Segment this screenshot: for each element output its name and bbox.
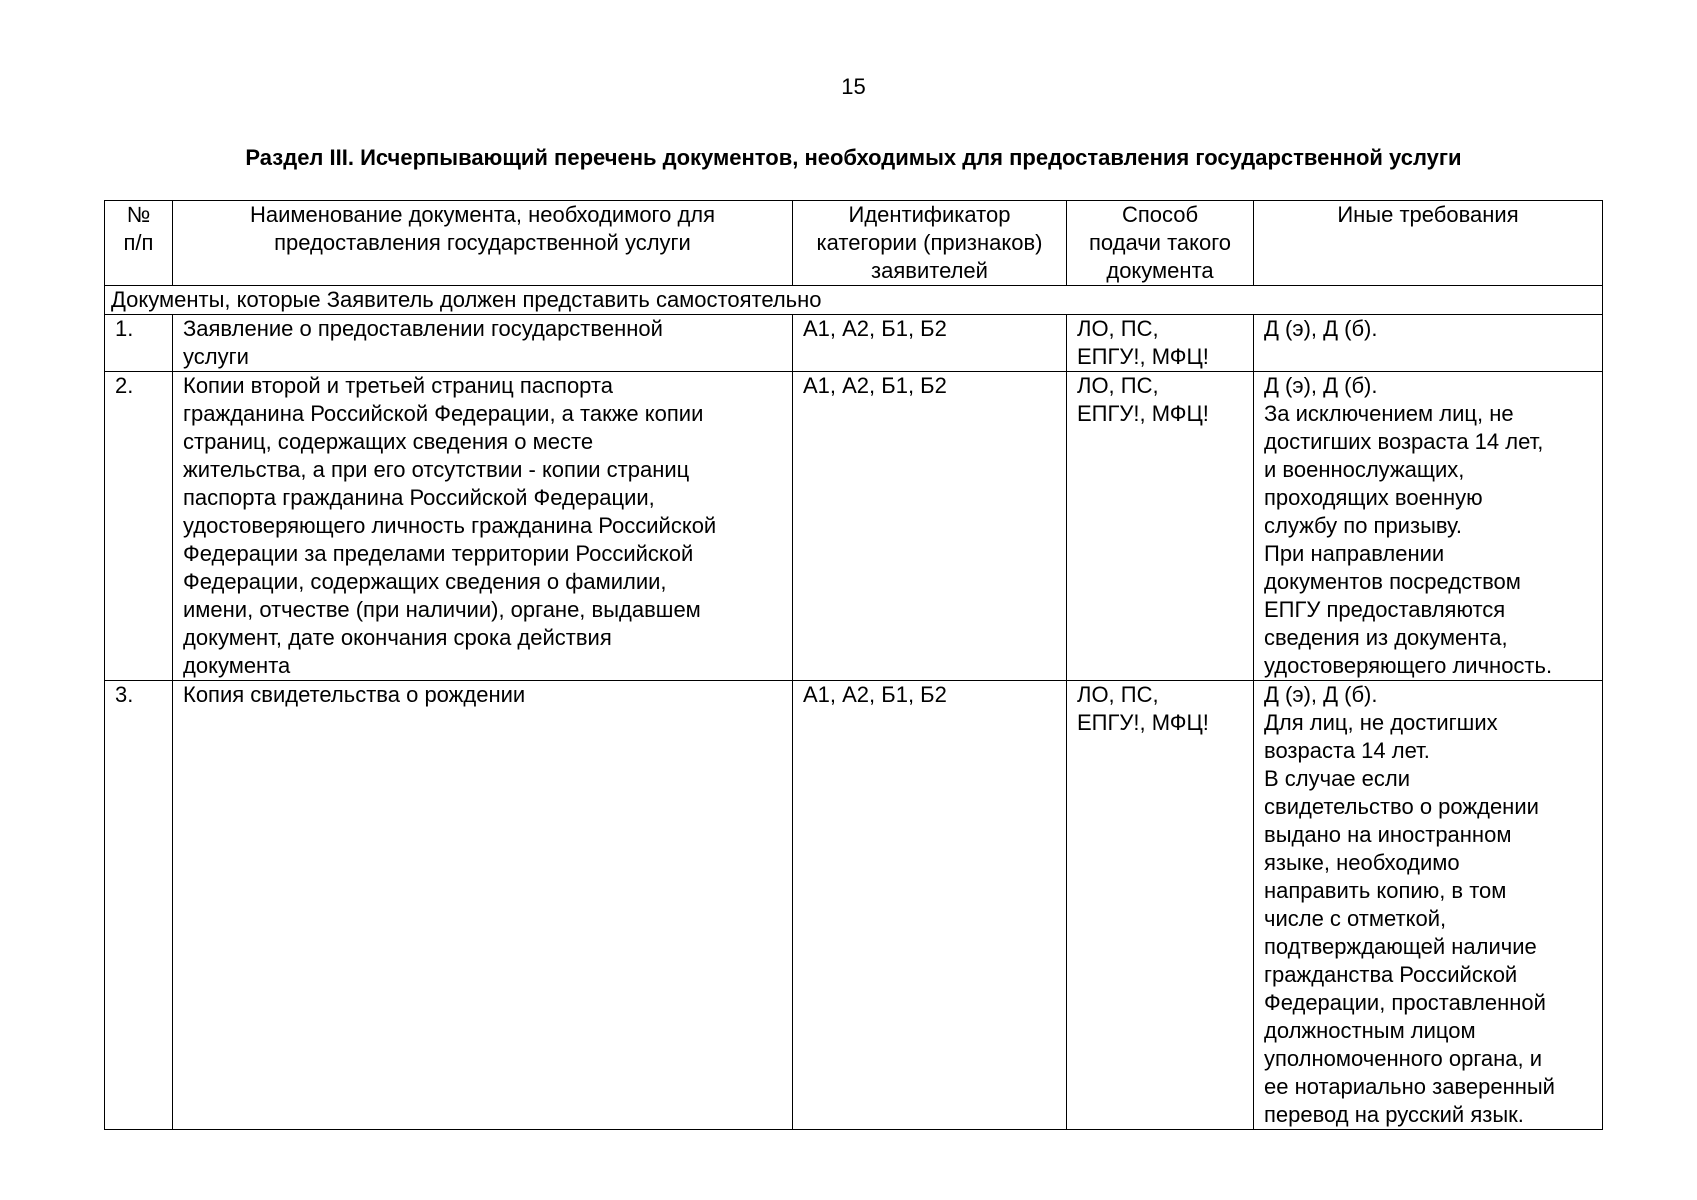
other-requirements: Д (э), Д (б). — [1254, 315, 1603, 372]
documents-table — [104, 200, 1603, 1130]
document-name: Копии второй и третьей страниц паспорта гражданина Российской Федерации, а также копии страниц, содержащих сведения о месте жительства, а при его отсутствии - копии страниц паспорта гражданина Российской Федерации, удостоверяющего личность гражданина Российской Федерации за пределами территории Российской Федерации, содержащих сведения о фамилии, имени, отчестве (при наличии), органе, выдавшем документ, дате окончания срока действия документа — [173, 372, 793, 681]
applicant-identifier: А1, А2, Б1, Б2 — [793, 315, 1067, 372]
applicant-identifier: А1, А2, Б1, Б2 — [793, 681, 1067, 1130]
section-title: Раздел III. Исчерпывающий перечень документов, необходимых для предоставления государственной услуги — [245, 145, 1462, 170]
row-number: 1. — [105, 315, 173, 372]
row-number: 3. — [105, 681, 173, 1130]
header-other-requirements: Иные требования — [1254, 201, 1603, 286]
applicant-identifier: А1, А2, Б1, Б2 — [793, 372, 1067, 681]
group-row — [105, 286, 1603, 315]
table-row — [105, 372, 1603, 681]
header-submission-method: Способ подачи такого документа — [1067, 201, 1254, 286]
other-requirements: Д (э), Д (б). За исключением лиц, не достигших возраста 14 лет, и военнослужащих, проходящих военную службу по призыву. При направлении документов посредством ЕПГУ предоставляются сведения из документа, удостоверяющего личность. — [1254, 372, 1603, 681]
submission-method: ЛО, ПС, ЕПГУ!, МФЦ! — [1067, 681, 1254, 1130]
document-name: Копия свидетельства о рождении — [173, 681, 793, 1130]
row-number: 2. — [105, 372, 173, 681]
document-name: Заявление о предоставлении государственной услуги — [173, 315, 793, 372]
submission-method: ЛО, ПС, ЕПГУ!, МФЦ! — [1067, 372, 1254, 681]
other-requirements: Д (э), Д (б). Для лиц, не достигших возраста 14 лет. В случае если свидетельство о рождении выдано на иностранном языке, необходимо направить копию, в том числе с отметкой, подтверждающей наличие гражданства Российской Федерации, проставленной должностным лицом уполномоченного органа, и ее нотариально заверенный перевод на русский язык. — [1254, 681, 1603, 1130]
header-document-name: Наименование документа, необходимого для предоставления государственной услуги — [173, 201, 793, 286]
table-row — [105, 681, 1603, 1130]
header-identifier: Идентификатор категории (признаков) заявителей — [793, 201, 1067, 286]
header-number: № п/п — [105, 201, 173, 286]
page-number: 15 — [841, 74, 866, 99]
table-header-row — [105, 201, 1603, 286]
table-row — [105, 315, 1603, 372]
submission-method: ЛО, ПС, ЕПГУ!, МФЦ! — [1067, 315, 1254, 372]
group-label: Документы, которые Заявитель должен представить самостоятельно — [105, 286, 1603, 315]
